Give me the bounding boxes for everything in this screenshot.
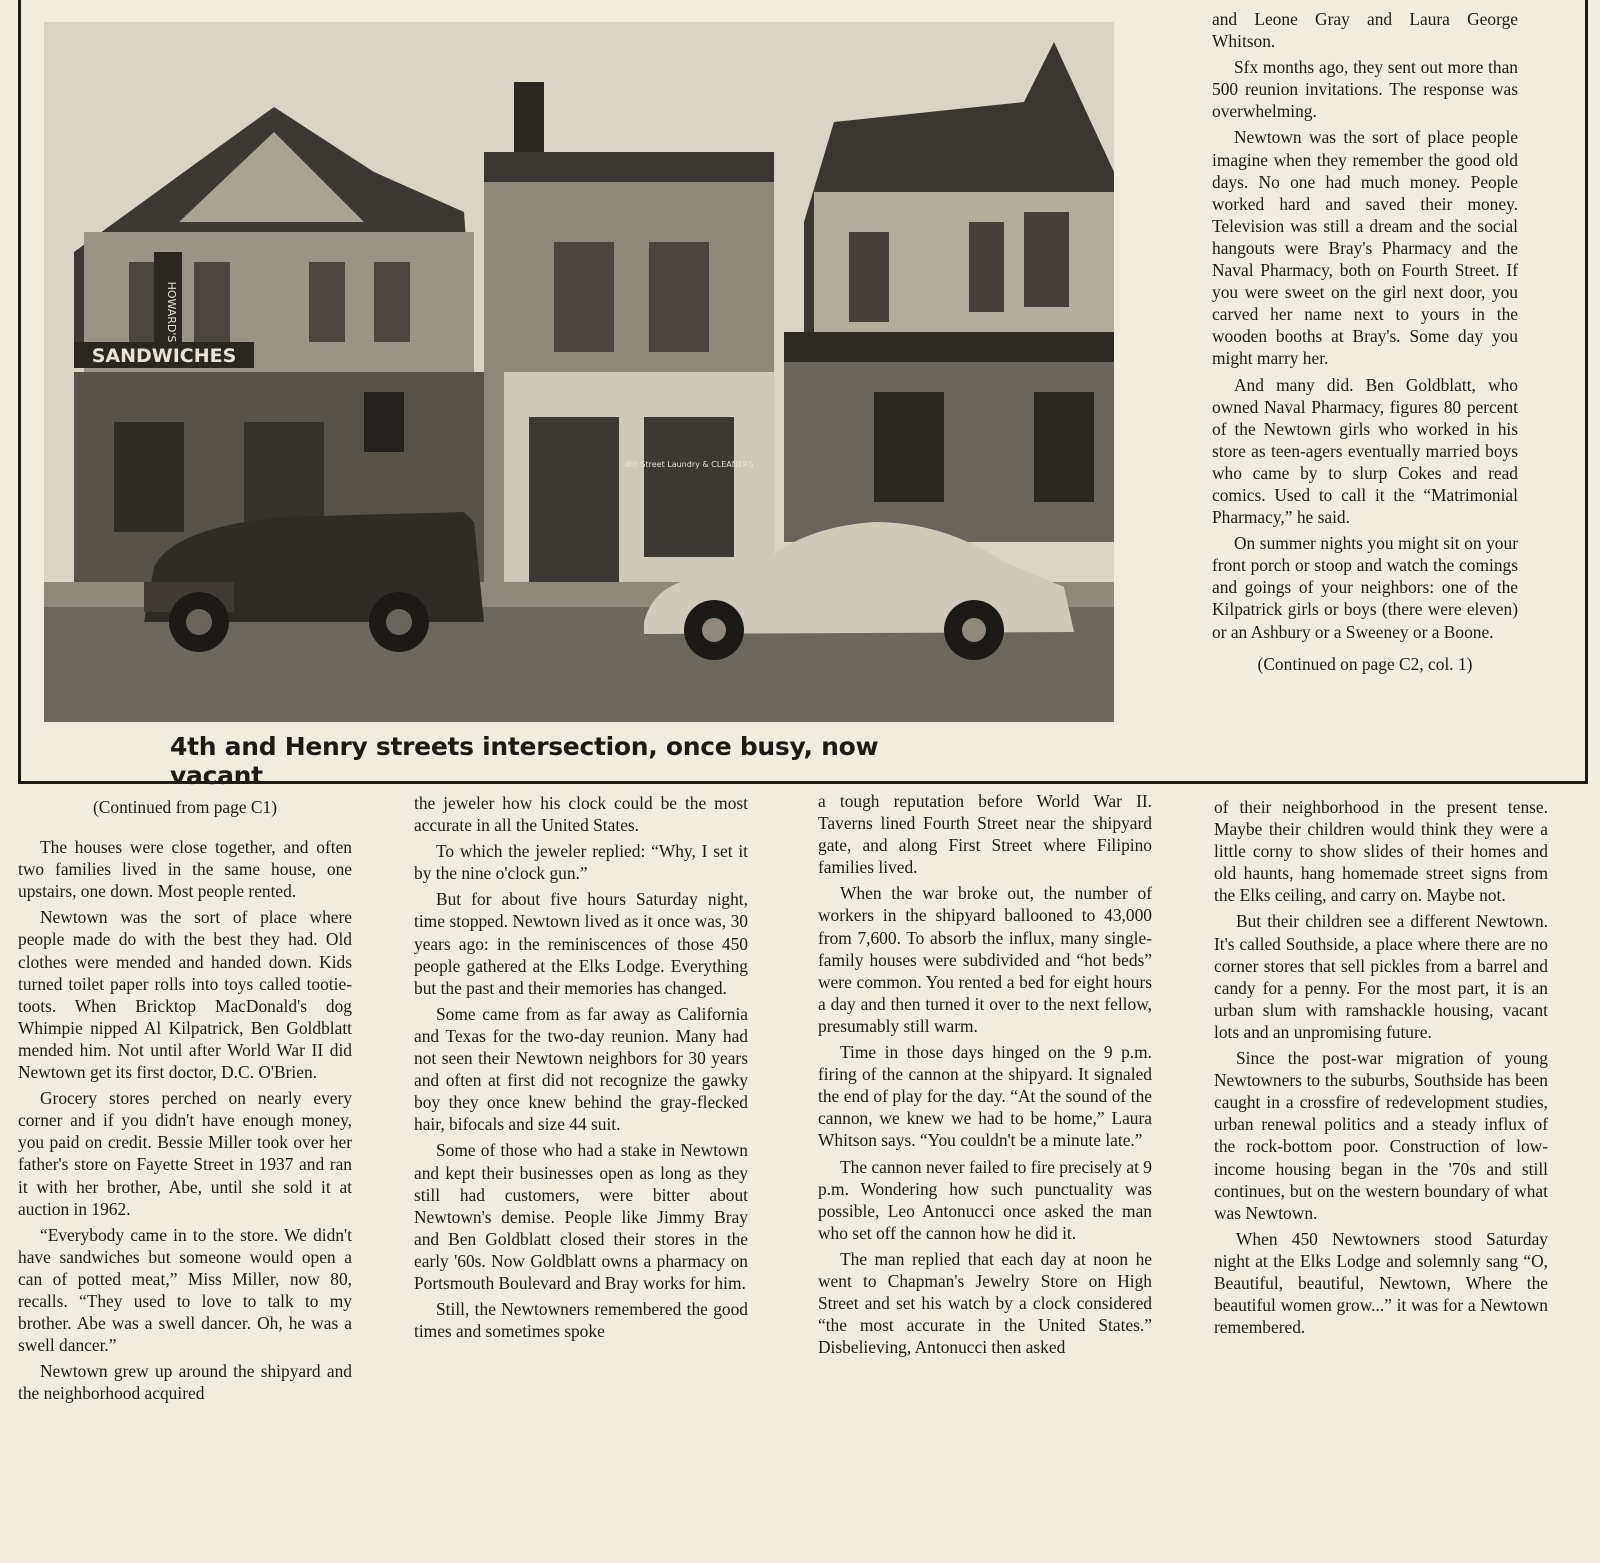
continued-note: (Continued from page C1) (92, 797, 277, 817)
right-column-paragraph: Sfx months ago, they sent out more than 500 reunion invitations. The response was overwhelming. (1212, 57, 1518, 122)
column-3-paragraph: The man replied that each day at noon he went to Chapman's Jewelry Store on High Street and set his watch by a clock considered “the most accurate in the United States.” Disbelieving, Antonucci then asked (818, 1248, 1152, 1358)
street-photo (44, 22, 1114, 722)
column-3-paragraph: Time in those days hinged on the 9 p.m. firing of the cannon at the shipyard. It signaled the end of play for the day. “At the sound of the cannon, we knew we had to be home,” Laura Whitson says. “You couldn't be a minute late.” (818, 1042, 1152, 1151)
photo-caption: 4th and Henry streets intersection, once busy, now vacant (170, 732, 879, 790)
sandwiches-sign: SANDWICHES (91, 345, 237, 367)
column-1-paragraph: “Everybody came in to the store. We didn't have sandwiches but someone would open a can of potted meat,” Miss Miller, now 80, recalls. “They used to love to talk to my brother. Abe was a swell dancer. Oh, he was a swell dancer.” (18, 1224, 352, 1356)
column-2 (414, 792, 748, 1346)
column-2-paragraph: Some of those who had a stake in Newtown and kept their businesses open as long as they still had customers, were bitter about Newtown's demise. People like Jimmy Bray and Ben Goldblatt closed their stores in the early '60s. Now Goldblatt owns a pharmacy on Portsmouth Boulevard and Bray works for him. (414, 1140, 748, 1293)
column-2-paragraph: Some came from as far away as California and Texas for the two-day reunion. Many had not seen their Newtown neighbors for 30 years and often at first did not recognize the gawky boy they once knew behind the gray-flecked hair, bifocals and size 44 suit. (414, 1003, 748, 1135)
column-4-paragraph: But their children see a different Newtown. It's called Southside, a place where there are no corner stores that sell pickles from a barrel and candy for a penny. For the most part, it is an urban slum with ramshackle housing, vacant lots and an unpromising future. (1214, 911, 1548, 1042)
column-1-paragraph: Newtown was the sort of place where people made do with the best they had. Old clothes were mended and handed down. Kids turned toilet paper rolls into toys called tootie-toots. When Bricktop MacDonald's dog Whimpie nipped Al Kilpatrick, Ben Goldblatt mended him. Not until after World War II did Newtown get its first doctor, D.C. O'Brien. (18, 907, 352, 1083)
column-3-paragraph: When the war broke out, the number of workers in the shipyard ballooned to 43,000 from 7,600. To absorb the influx, many single-family houses were subdivided and “hot beds” were common. You rented a bed for eight hours a day and then turned it over to the next fellow, presumably still warm. (818, 883, 1152, 1036)
column-3 (818, 790, 1152, 1362)
right-column-paragraph: and Leone Gray and Laura George Whitson. (1212, 9, 1518, 52)
column-4-paragraph: Since the post-war migration of young Newtowners to the suburbs, Southside has been caught in a crossfire of redevelopment studies, urban renewal politics and a steady influx of the rock-bottom poor. Construction of low-income housing began in the '70s and still continues, but on the western boundary of what was Newtown. (1214, 1048, 1548, 1223)
column-4-paragraph: When 450 Newtowners stood Saturday night at the Elks Lodge and solemnly sang “O, Beautiful, beautiful, Newtown, Where the beautiful women grow...” it was for a Newtown remembered. (1214, 1228, 1548, 1338)
column-1 (18, 796, 352, 1408)
street-photo-illustration (44, 22, 1114, 722)
right-column-paragraph: And many did. Ben Goldblatt, who owned Naval Pharmacy, figures 80 percent of the Newtown girls who worked in his store as teen-agers eventually married boys who came by to slurp Cokes and read comics. Used to call it the “Matrimonial Pharmacy,” he said. (1212, 374, 1518, 528)
cleaners-sign: 4th Street Laundry & CLEANERS (624, 460, 754, 469)
continued-note: (Continued on page C2, col. 1) (1257, 653, 1473, 674)
column-2-paragraph: To which the jeweler replied: “Why, I set it by the nine o'clock gun.” (414, 841, 748, 884)
column-2-paragraph: Still, the Newtowners remembered the good times and sometimes spoke (414, 1299, 748, 1342)
column-1-paragraph: Grocery stores perched on nearly every corner and if you didn't have enough money, you paid on credit. Bessie Miller took over her father's store on Fayette Street in 1937 and ran it with her brother, Abe, until she sold it at auction in 1962. (18, 1088, 352, 1219)
column-1-paragraph: Newtown grew up around the shipyard and the neighborhood acquired (18, 1361, 352, 1404)
column-1-paragraph: The houses were close together, and often two families lived in the same house, one upstairs, one down. Most people rented. (18, 837, 352, 902)
column-3-paragraph: a tough reputation before World War II. Taverns lined Fourth Street near the shipyard gate, and along First Street where Filipino families lived. (818, 791, 1152, 878)
right-column-paragraph: Newtown was the sort of place people imagine when they remember the good old days. No one had much money. People worked hard and saved their money. Television was still a dream and the social hangouts were Bray's Pharmacy and the Naval Pharmacy, both on Fourth Street. If you were sweet on the girl next door, you carved her name next to yours in the wooden booths at Bray's. Some day you might marry her. (1212, 127, 1518, 369)
howards-sign: HOWARD'S (165, 281, 178, 343)
column-2-paragraph: But for about five hours Saturday night, time stopped. Newtown lived as it once was, 30 years ago: in the reminiscences of those 450 people gathered at the Elks Lodge. Everything but the past and their memories has changed. (414, 889, 748, 998)
column-4-paragraph: of their neighborhood in the present tense. Maybe their children would think they were a little corny to show slides of their homes and old haunts, hang homemade street signs from the Elks ceiling, and carry on. Maybe not. (1214, 797, 1548, 906)
column-4 (1214, 796, 1548, 1342)
right-column (1212, 8, 1518, 675)
column-2-paragraph: the jeweler how his clock could be the most accurate in all the United States. (414, 793, 748, 836)
right-column-paragraph: On summer nights you might sit on your front porch or stoop and watch the comings and goings of your neighbors: one of the Kilpatrick girls or boys (there were eleven) or an Ashbury or a Sweeney or a Boone. (1212, 533, 1518, 642)
column-3-paragraph: The cannon never failed to fire precisely at 9 p.m. Wondering how such punctuality was possible, Leo Antonucci once asked the man who set off the cannon how he did it. (818, 1156, 1152, 1243)
